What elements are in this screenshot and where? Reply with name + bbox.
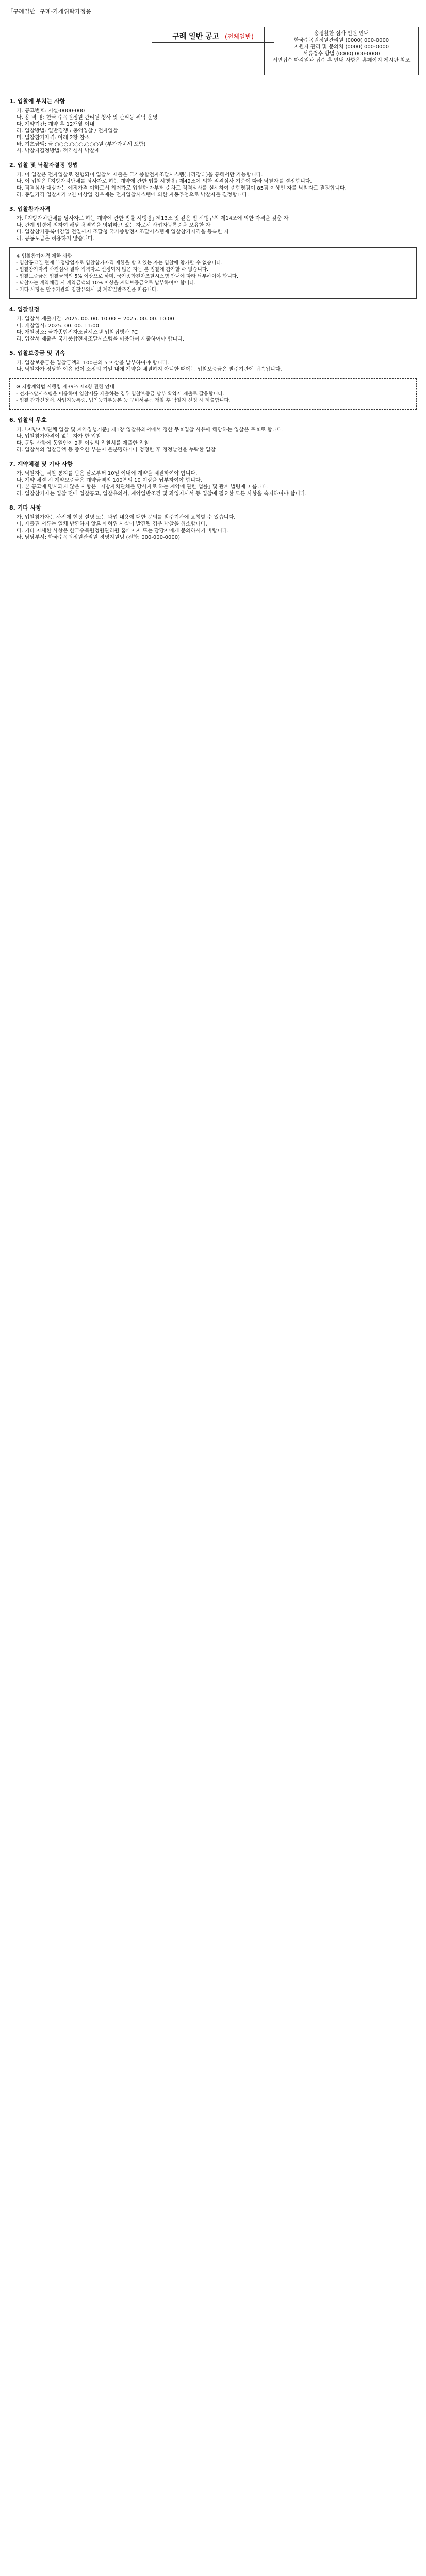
section-line: 사. 낙찰자결정방법: 적격심사 낙찰제 <box>17 148 100 154</box>
section-line: 나. 낙찰자가 정당한 이유 없이 소정의 기일 내에 계약을 체결하지 아니한 때에는 입찰보증금은 발주기관에 귀속됩니다. <box>17 367 282 372</box>
section <box>9 306 417 343</box>
section <box>9 504 417 541</box>
notice-dashed-line: - 입찰 참가신청서, 사업자등록증, 법인등기부등본 등 구비서류는 개찰 후 낙찰자 선정 시 제출합니다. <box>16 398 231 403</box>
section-line: 가. 이 입찰은 전자입찰로 진행되며 입찰서 제출은 국가종합전자조달시스템(나라장터)을 통해서만 가능합니다. <box>17 172 263 178</box>
section-line: 다. 입찰참가등록마감일 전일까지 조달청 국가종합전자조달시스템에 입찰참가자격을 등록한 자 <box>17 229 229 235</box>
notice-dashed-box <box>9 378 417 410</box>
section-line: 라. 입찰참가자는 입찰 전에 입찰공고, 입찰유의서, 계약일반조건 및 과업지시서 등 입찰에 필요한 모든 사항을 숙지하여야 합니다. <box>17 491 307 497</box>
section-line: 가. 입찰보증금은 입찰금액의 100분의 5 이상을 납부하여야 합니다. <box>17 360 169 366</box>
section-heading: 3. 입찰참가자격 <box>9 206 51 212</box>
notice-box <box>9 247 417 299</box>
section-line: 가. 낙찰자는 낙찰 통지를 받은 날로부터 10일 이내에 계약을 체결하여야 합니다. <box>17 471 198 477</box>
section-line: 가. 공고번호: 시설-0000-000 <box>17 108 85 114</box>
section-line: 라. 담당부서: 한국수목원정원관리원 경영지원팀 (전화: 000-000-0000) <box>17 535 180 540</box>
section <box>9 378 417 410</box>
notice-box-line: - 낙찰자는 계약체결 시 계약금액의 10% 이상을 계약보증금으로 납부하여야 합니다. <box>16 280 196 286</box>
section-heading: 7. 계약체결 및 기타 사항 <box>9 461 73 467</box>
section-heading: 1. 입찰에 부치는 사항 <box>9 98 65 105</box>
section-line: 나. 이 입찰은 ｢지방자치단체를 당사자로 하는 계약에 관한 법률 시행령｣ 제42조에 의한 적격심사 기준에 따라 낙찰자를 결정합니다. <box>17 179 312 184</box>
infobox-row: 총평활한 심사 인원 안내 <box>314 31 369 37</box>
section-line: 마. 입찰참가자격: 아래 2항 참조 <box>17 135 90 141</box>
notice-dashed-line: - 전자조달시스템을 이용하여 입찰서를 제출하는 경우 입찰보증금 납부 확약서 제출로 갈음합니다. <box>16 391 224 397</box>
section <box>9 247 417 299</box>
section-heading: 2. 입찰 및 낙찰자결정 방법 <box>9 162 78 168</box>
section-line: 나. 개찰일시: 2025. 00. 00. 11:00 <box>17 323 99 329</box>
section-heading: 8. 기타 사항 <box>9 504 41 511</box>
section-line: 다. 계약기간: 계약 후 12개월 이내 <box>17 122 95 127</box>
section-line: 라. 입찰방법: 일반경쟁 / 총액입찰 / 전자입찰 <box>17 128 118 134</box>
section <box>9 206 417 242</box>
section <box>9 417 417 453</box>
section-line: 라. 입찰서의 입찰금액 등 중요한 부분이 불분명하거나 정정한 후 정정날인을 누락한 입찰 <box>17 447 216 453</box>
section-heading: 6. 입찰의 무효 <box>9 417 47 423</box>
section-line: 나. 관계 법령에 의하여 해당 용역업을 영위하고 있는 자로서 사업자등록증을 보유한 자 <box>17 223 211 228</box>
section-line: 나. 제출된 서류는 일체 반환하지 않으며 허위 사실이 발견될 경우 낙찰을 취소합니다. <box>17 521 207 527</box>
section-line: 라. 공동도급은 허용하지 않습니다. <box>17 236 95 242</box>
doc-kicker: ｢구례일반｣ 구례-가게위탁가정용 <box>10 8 91 15</box>
section-line: 나. 입찰참가자격이 없는 자가 한 입찰 <box>17 434 101 439</box>
section-line: 다. 기타 자세한 사항은 한국수목원정원관리원 홈페이지 또는 담당자에게 문의하시기 바랍니다. <box>17 528 229 534</box>
section-line: 라. 동일가격 입찰자가 2인 이상일 경우에는 전자입찰시스템에 의한 자동추첨으로 낙찰자를 결정합니다. <box>17 192 249 198</box>
section-line: 다. 동일 사항에 동일인이 2통 이상의 입찰서를 제출한 입찰 <box>17 440 150 446</box>
contact-infobox <box>264 27 419 75</box>
notice-box-line: - 기타 사항은 발주기관의 입찰유의서 및 계약일반조건을 따릅니다. <box>16 287 158 293</box>
notice-box-line: - 입찰보증금은 입찰금액의 5% 이상으로 하며, 국가종합전자조달시스템 안내에 따라 납부하여야 합니다. <box>16 274 238 279</box>
notice-dashed-line: ※ 지방계약법 시행령 제39조 제4항 관련 안내 <box>16 384 115 390</box>
section-line: 가. 입찰서 제출기간: 2025. 00. 00. 10:00 ~ 2025. 00. 00. 10:00 <box>17 316 174 322</box>
notice-box-line: ※ 입찰참가자격 제한 사항 <box>16 253 72 259</box>
section <box>9 98 417 155</box>
section <box>9 350 417 373</box>
notice-box-line: - 입찰참가자격 사전심사 결과 적격자로 선정되지 않은 자는 본 입찰에 참가할 수 없습니다. <box>16 267 209 273</box>
section-line: 다. 본 공고에 명시되지 않은 사항은 ｢지방자치단체를 당사자로 하는 계약에 관한 법률｣ 및 관계 법령에 따릅니다. <box>17 484 269 490</box>
section-line: 가. ｢지방자치단체를 당사자로 하는 계약에 관한 법률 시행령｣ 제13조 및 같은 법 시행규칙 제14조에 의한 자격을 갖춘 자 <box>17 216 289 222</box>
title-sub: (전체일반) <box>225 33 254 40</box>
infobox-row: 서류접수 방법 (0000) 000-0000 <box>303 51 380 57</box>
infobox-row: 서면접수 마감일과 접수 후 안내 사항은 홈페이지 게시판 참조 <box>272 58 411 63</box>
section-line: 나. 용 역 명: 한국 수목원정원 관리원 청사 및 관리동 위탁 운영 <box>17 115 158 121</box>
title-text: 구례 일반 공고 <box>172 32 220 41</box>
section-line: 가. 입찰참가자는 사전에 현장 설명 또는 과업 내용에 대한 문의를 발주기관에 요청할 수 있습니다. <box>17 515 236 520</box>
section-line: 나. 계약 체결 시 계약보증금은 계약금액의 100분의 10 이상을 납부하여야 합니다. <box>17 478 202 483</box>
section <box>9 461 417 497</box>
section-line: 가. ｢지방자치단체 입찰 및 계약집행기준｣ 제1장 입찰유의서에서 정한 무효입찰 사유에 해당하는 입찰은 무효로 합니다. <box>17 427 284 433</box>
infobox-row: 한국수목원정원관리원 (0000) 000-0000 <box>293 38 389 43</box>
notice-body <box>9 91 417 545</box>
section <box>9 162 417 198</box>
section-line: 라. 입찰서 제출은 국가종합전자조달시스템을 이용하여 제출하여야 합니다. <box>17 336 184 342</box>
infobox-row: 지원자 관리 및 문의처 (0000) 000-0000 <box>293 44 389 50</box>
section-line: 다. 적격심사 대상자는 예정가격 이하로서 최저가로 입찰한 자부터 순차로 적격심사를 실시하여 종합평점이 85점 이상인 자를 낙찰자로 결정합니다. <box>17 185 347 191</box>
section-heading: 4. 입찰일정 <box>9 306 40 313</box>
section-line: 바. 기초금액: 금 ○○○,○○○,○○○원 (부가가치세 포함) <box>17 142 146 147</box>
notice-box-line: - 입찰공고일 현재 부정당업자로 입찰참가자격 제한을 받고 있는 자는 입찰에 참가할 수 없습니다. <box>16 260 223 266</box>
section-line: 다. 개찰장소: 국가종합전자조달시스템 입찰집행관 PC <box>17 330 138 335</box>
section-heading: 5. 입찰보증금 및 귀속 <box>9 350 65 357</box>
title-underline <box>152 42 274 43</box>
